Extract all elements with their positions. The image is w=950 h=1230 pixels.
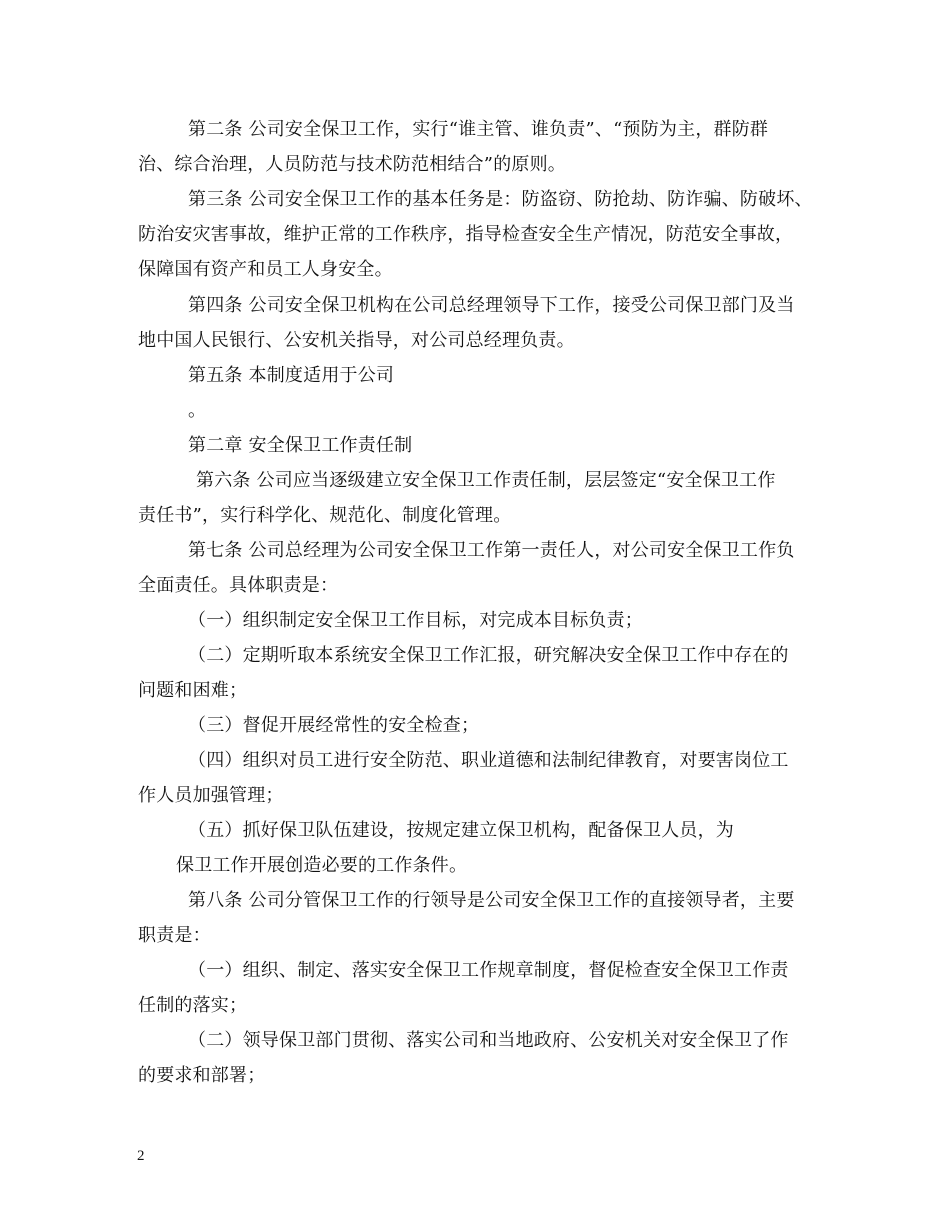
list-item: （五）抓好保卫队伍建设，按规定建立保卫机构，配备保卫人员，为 bbox=[188, 820, 734, 841]
text-line: 地中国人民银行、公安机关指导，对公司总经理负责。 bbox=[138, 330, 575, 351]
text-line: 保卫工作开展创造必要的工作条件。 bbox=[176, 855, 468, 876]
text-line: 治、综合治理，人员防范与技术防范相结合”的原则。 bbox=[138, 154, 566, 175]
list-item: （三）督促开展经常性的安全检查； bbox=[188, 715, 480, 736]
text-line: 第五条 本制度适用于公司 bbox=[188, 365, 395, 386]
text-line: 。 bbox=[188, 400, 207, 421]
text-line: 任制的落实； bbox=[138, 995, 248, 1016]
text-line: 全面责任。具体职责是： bbox=[138, 575, 339, 596]
text-line: 职责是： bbox=[138, 925, 211, 946]
text-line: 问题和困难； bbox=[138, 680, 248, 701]
text-line: 保障国有资产和员工人身安全。 bbox=[138, 259, 393, 280]
text-line: 第八条 公司分管保卫工作的行领导是公司安全保卫工作的直接领导者，主要 bbox=[188, 890, 795, 911]
text-line: 的要求和部署； bbox=[138, 1065, 266, 1086]
text-line: 第三条 公司安全保卫工作的基本任务是：防盗窃、防抢劫、防诈骗、防破坏、 bbox=[188, 189, 813, 210]
text-line: 责任书”，实行科学化、规范化、制度化管理。 bbox=[138, 505, 512, 526]
text-line: 作人员加强管理； bbox=[138, 785, 284, 806]
text-line: 防治安灾害事故，维护正常的工作秩序，指导检查安全生产情况，防范安全事故， bbox=[138, 224, 794, 245]
text-line: 第六条 公司应当逐级建立安全保卫工作责任制，层层签定“安全保卫工作 bbox=[196, 470, 776, 491]
list-item: （一）组织、制定、落实安全保卫工作规章制度，督促检查安全保卫工作责 bbox=[188, 960, 789, 981]
text-line: 第四条 公司安全保卫机构在公司总经理领导下工作，接受公司保卫部门及当 bbox=[188, 295, 795, 316]
list-item: （二）领导保卫部门贯彻、落实公司和当地政府、公安机关对安全保卫了作 bbox=[188, 1030, 789, 1051]
page-number: 2 bbox=[137, 1148, 145, 1164]
list-item: （一）组织制定安全保卫工作目标，对完成本目标负责； bbox=[188, 610, 643, 631]
text-line: 第二条 公司安全保卫工作，实行“谁主管、谁负责”、“预防为主，群防群 bbox=[188, 119, 769, 140]
list-item: （二）定期听取本系统安全保卫工作汇报，研究解决安全保卫工作中存在的 bbox=[188, 645, 789, 666]
text-line: 第七条 公司总经理为公司安全保卫工作第一责任人，对公司安全保卫工作负 bbox=[188, 540, 795, 561]
chapter-heading: 第二章 安全保卫工作责任制 bbox=[188, 435, 413, 456]
list-item: （四）组织对员工进行安全防范、职业道德和法制纪律教育，对要害岗位工 bbox=[188, 750, 789, 771]
